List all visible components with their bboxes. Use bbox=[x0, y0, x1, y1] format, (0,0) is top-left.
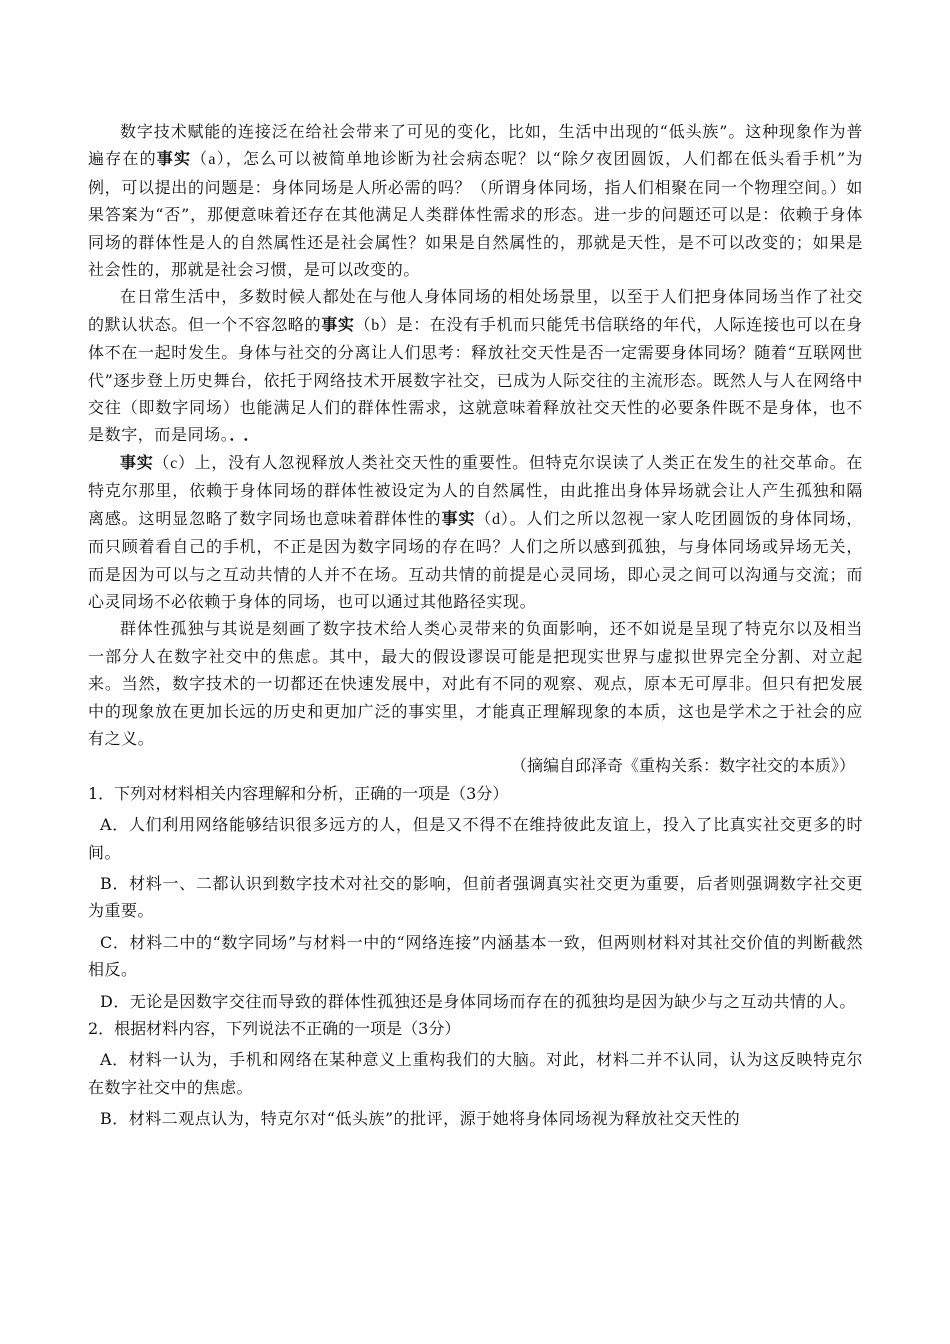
document-page bbox=[88, 118, 863, 1133]
fact-term-b: 事实 bbox=[321, 314, 355, 334]
question-2-option-b: B．材料二观点认为，特克尔对“低头族”的批评，源于她将身体同场视为释放社交天性的 bbox=[100, 1109, 741, 1129]
passage-paragraph-4: 群体性孤独与其说是刻画了数字技术给人类心灵带来的负面影响，还不如说是呈现了特克尔以及相当一部分人在数字社交中的焦虑。其中，最大的假设谬误可能是把现实世界与虚拟世界完全分割、对立起来。当然，数字技术的一切都还在快速发展中，对此有不同的观察、观点，原本无可厚非。但只有把发展中的现象放在更加长远的历史和更加广泛的事实里，才能真正理解现象的本质，这也是学术之于社会的应有之义。 bbox=[88, 619, 863, 748]
question-1-option-d: D．无论是因数字交往而导致的群体性孤独还是身体同场而存在的孤独均是因为缺少与之互动共情的人。 bbox=[100, 991, 856, 1011]
p2-text-a: 在日常生活中，多数时候人都处在与他人身体同场的相处场景里，以至于人们把身体同场当作了社交的默认状态。但一个不容忽略的 bbox=[88, 287, 863, 334]
fact-mark-a: （a） bbox=[191, 151, 226, 169]
passage-paragraph-3 bbox=[88, 449, 863, 615]
fact-mark-d: （d） bbox=[475, 510, 510, 528]
question-2-option-a: A．材料一认为，手机和网络在某种意义上重构我们的大脑。对此，材料二并不认同，认为这反映特克尔在数字社交中的焦虑。 bbox=[88, 1050, 863, 1097]
passage-paragraph-2 bbox=[88, 283, 863, 448]
p3-text-a: 上，没有人忽视释放人类社交天性的重要性。但特克尔误读了人类正在发生的社交革命。在特克尔那里，依赖于身体同场的群体性被设定为人的自然属性，由此推出身体异场就会让人产生孤独和隔离感。这明显忽略了数字同场也意味着群体性的 bbox=[88, 452, 863, 528]
emphasis-dots: ．． bbox=[229, 425, 266, 445]
question-1-option-a: A．人们利用网络能够结识很多远方的人，但是又不得不在维持彼此友谊上，投入了比真实社交更多的时间。 bbox=[88, 815, 863, 862]
p3-text-b: 。人们之所以忽视一家人吃团圆饭的身体同场，而只顾着看自己的手机，不正是因为数字同场的存在吗？人们之所以感到孤独，与身体同场或异场无关，而是因为可以与之互动共情的人并不在场。互动共情的前提是心灵同场，即心灵之间可以沟通与交流；而心灵同场不必依赖于身体的同场，也可以通过其他路径实现。 bbox=[88, 508, 863, 611]
question-1-option-c: C．材料二中的“数字同场”与材料一中的“网络连接”内涵基本一致，但两则材料对其社交价值的判断截然相反。 bbox=[88, 932, 863, 980]
fact-term-a: 事实 bbox=[156, 149, 192, 169]
question-1-option-b: B．材料一、二都认识到数字技术对社交的影响，但前者强调真实社交更为重要，后者则强调数字社交更为重要。 bbox=[88, 873, 863, 921]
fact-mark-c: （c） bbox=[153, 454, 195, 472]
source-citation: （摘编自邱泽奇《重构关系：数字社交的本质》） bbox=[510, 756, 855, 776]
p2-text-b: 是：在没有手机而只能凭书信联络的年代，人际连接也可以在身体不在一起时发生。身体与社交的分离让人们思考：释放社交天性是否一定需要身体同场？随着“互联网世代”逐步登上历史舞台，依托于网络技术开展数字社交，已成为人际交往的主流形态。既然人与人在网络中交往（即数字同场）也能满足人们的群体性需求，这就意味着释放社交天性的必要条件既不是身体，也不是数字，而是同场。 bbox=[88, 314, 863, 445]
question-2-stem: 2．根据材料内容，下列说法不正确的一项是（3分） bbox=[88, 1019, 461, 1038]
fact-term-c: 事实 bbox=[120, 452, 154, 472]
question-1-stem: 1．下列对材料相关内容理解和分析，正确的一项是（3分） bbox=[88, 783, 509, 803]
fact-term-d: 事实 bbox=[441, 508, 476, 528]
p1-text-b: ，怎么可以被简单地诊断为社会病态呢？以“除夕夜团圆饭，人们都在低头看手机”为例，可以提出的问题是：身体同场是人所必需的吗？（所谓身体同场，指人们相聚在同一个物理空间。）如果答案为“否”，那便意味着还存在其他满足人类群体性需求的形态。进一步的问题还可以是：依赖于身体同场的群体性是人的自然属性还是社会属性？如果是自然属性的，那就是天性，是不可以改变的；如果是社会性的，那就是社会习惯，是可以改变的。 bbox=[88, 149, 863, 280]
fact-mark-b: （b） bbox=[354, 316, 397, 334]
passage-paragraph-1 bbox=[88, 118, 863, 283]
p1-text-a: 数字技术赋能的连接泛在给社会带来了可见的变化，比如，生活中出现的“低头族”。这种现象作为普遍存在的 bbox=[88, 122, 863, 169]
